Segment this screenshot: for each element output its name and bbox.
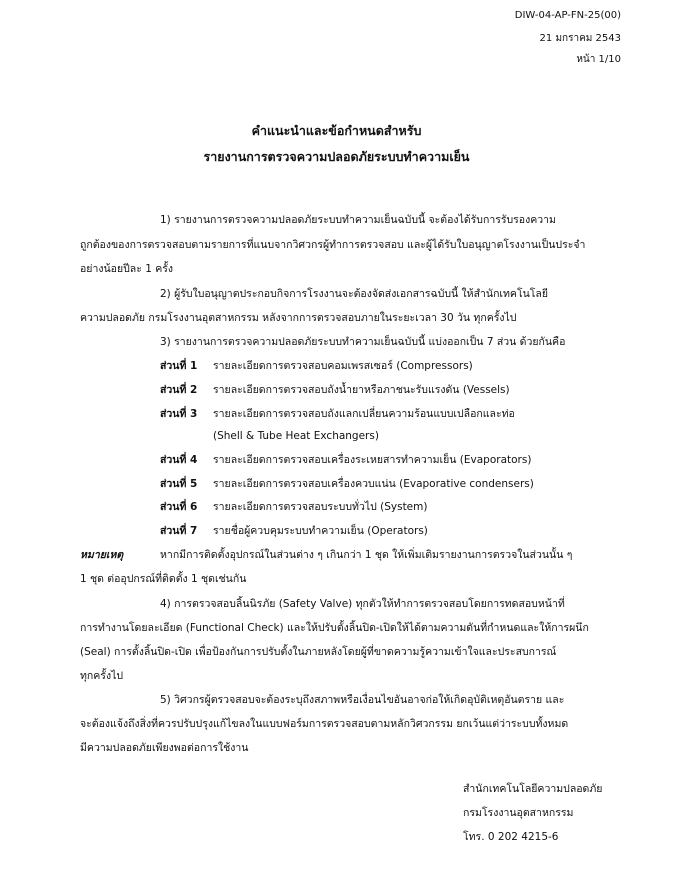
signature-phone: โทร. 0 202 4215-6 — [463, 831, 559, 843]
item-3-line-1: 3) รายงานการตรวจความปลอดภัยระบบทำความเย็นฉบับนี้ แบ่งออกเป็น 7 ส่วน ด้วยกันคือ — [160, 336, 566, 348]
item-4-line-4: ทุกครั้งไป — [80, 670, 124, 682]
section-label: ส่วนที่ 5 — [160, 478, 198, 490]
note-line-2: 1 ชุด ต่ออุปกรณ์ที่ติดตั้ง 1 ชุดเช่นกัน — [80, 573, 247, 585]
item-2-line-1: 2) ผู้รับใบอนุญาตประกอบกิจการโรงงานจะต้องจัดส่งเอกสารฉบับนี้ ให้สำนักเทคโนโลยี — [160, 288, 549, 300]
signature-office: สำนักเทคโนโลยีความปลอดภัย — [463, 783, 603, 795]
note-line-1: หากมีการติดตั้งอุปกรณ์ในส่วนต่าง ๆ เกินกว่า 1 ชุด ให้เพิ่มเติมรายงานการตรวจในส่วนนั้น ๆ — [160, 549, 573, 561]
item-4-line-1: 4) การตรวจสอบลิ้นนิรภัย (Safety Valve) ทุกตัวให้ทำการตรวจสอบโดยการทดสอบหน้าที่ — [160, 598, 565, 610]
signature-department: กรมโรงงานอุตสาหกรรม — [463, 807, 574, 819]
section-text: รายชื่อผู้ควบคุมระบบทำความเย็น (Operators) — [213, 525, 428, 537]
section-text: รายละเอียดการตรวจสอบเครื่องควบแน่น (Evaporative condensers) — [213, 478, 534, 490]
section-3 — [160, 407, 515, 421]
section-label: ส่วนที่ 7 — [160, 525, 198, 537]
section-1 — [160, 359, 473, 373]
section-text: รายละเอียดการตรวจสอบถังน้ำยาหรือภาชนะรับแรงดัน (Vessels) — [213, 384, 510, 396]
page-number: หน้า 1/10 — [576, 54, 621, 65]
section-text: รายละเอียดการตรวจสอบระบบทั่วไป (System) — [213, 501, 428, 513]
section-5 — [160, 477, 534, 491]
section-label: ส่วนที่ 1 — [160, 360, 198, 372]
item-2-line-2: ความปลอดภัย กรมโรงงานอุตสาหกรรม หลังจากการตรวจสอบภายในระยะเวลา 30 วัน ทุกครั้งไป — [80, 312, 517, 324]
document-code: DIW-04-AP-FN-25(00) — [514, 10, 621, 21]
section-3-text-line-2: (Shell & Tube Heat Exchangers) — [213, 430, 379, 442]
section-7 — [160, 524, 428, 538]
section-2 — [160, 383, 510, 397]
section-label: ส่วนที่ 6 — [160, 501, 198, 513]
item-5-line-2: จะต้องแจ้งถึงสิ่งที่ควรปรับปรุงแก้ไขลงในแบบฟอร์มการตรวจสอบตามหลักวิศวกรรม ยกเว้นแต่ว่าระบบทั้งหมด — [80, 718, 569, 730]
item-1-line-2: ถูกต้องของการตรวจสอบตามรายการที่แนบจากวิศวกรผู้ทำการตรวจสอบ และผู้ได้รับใบอนุญาตโรงงานเป็นประจำ — [80, 239, 586, 251]
item-4-line-2: การทำงานโดยละเอียด (Functional Check) และให้ปรับตั้งลิ้นปิด-เปิดให้ได้ตามความดันที่กำหนดและให้การผนึก — [80, 622, 589, 634]
document-title-line-2: รายงานการตรวจความปลอดภัยระบบทำความเย็น — [203, 149, 470, 164]
section-text: รายละเอียดการตรวจสอบเครื่องระเหยสารทำความเย็น (Evaporators) — [213, 454, 532, 466]
document-title-line-1: คำแนะนำและข้อกำหนดสำหรับ — [251, 123, 422, 138]
section-text: รายละเอียดการตรวจสอบคอมเพรสเซอร์ (Compressors) — [213, 360, 473, 372]
item-5-line-1: 5) วิศวกรผู้ตรวจสอบจะต้องระบุถึงสภาพหรือเงื่อนไขอันอาจก่อให้เกิดอุบัติเหตุอันตราย และ — [160, 694, 565, 706]
note-label: หมายเหตุ — [80, 549, 124, 561]
section-label: ส่วนที่ 4 — [160, 454, 198, 466]
item-4-line-3: (Seal) การตั้งลิ้นปิด-เปิด เพื่อป้องกันการปรับตั้งในภายหลังโดยผู้ที่ขาดความรู้ความเข้าใจและประสบการณ์ — [80, 646, 557, 658]
section-text: รายละเอียดการตรวจสอบถังแลกเปลี่ยนความร้อนแบบเปลือกและท่อ — [213, 408, 515, 420]
section-label: ส่วนที่ 3 — [160, 408, 198, 420]
section-6 — [160, 500, 427, 514]
section-4 — [160, 453, 531, 467]
item-5-line-3: มีความปลอดภัยเพียงพอต่อการใช้งาน — [80, 742, 249, 754]
item-1-line-3: อย่างน้อยปีละ 1 ครั้ง — [80, 263, 174, 275]
section-label: ส่วนที่ 2 — [160, 384, 198, 396]
item-1-line-1: 1) รายงานการตรวจความปลอดภัยระบบทำความเย็นฉบับนี้ จะต้องได้รับการรับรองความ — [160, 214, 556, 226]
document-date: 21 มกราคม 2543 — [539, 33, 621, 44]
